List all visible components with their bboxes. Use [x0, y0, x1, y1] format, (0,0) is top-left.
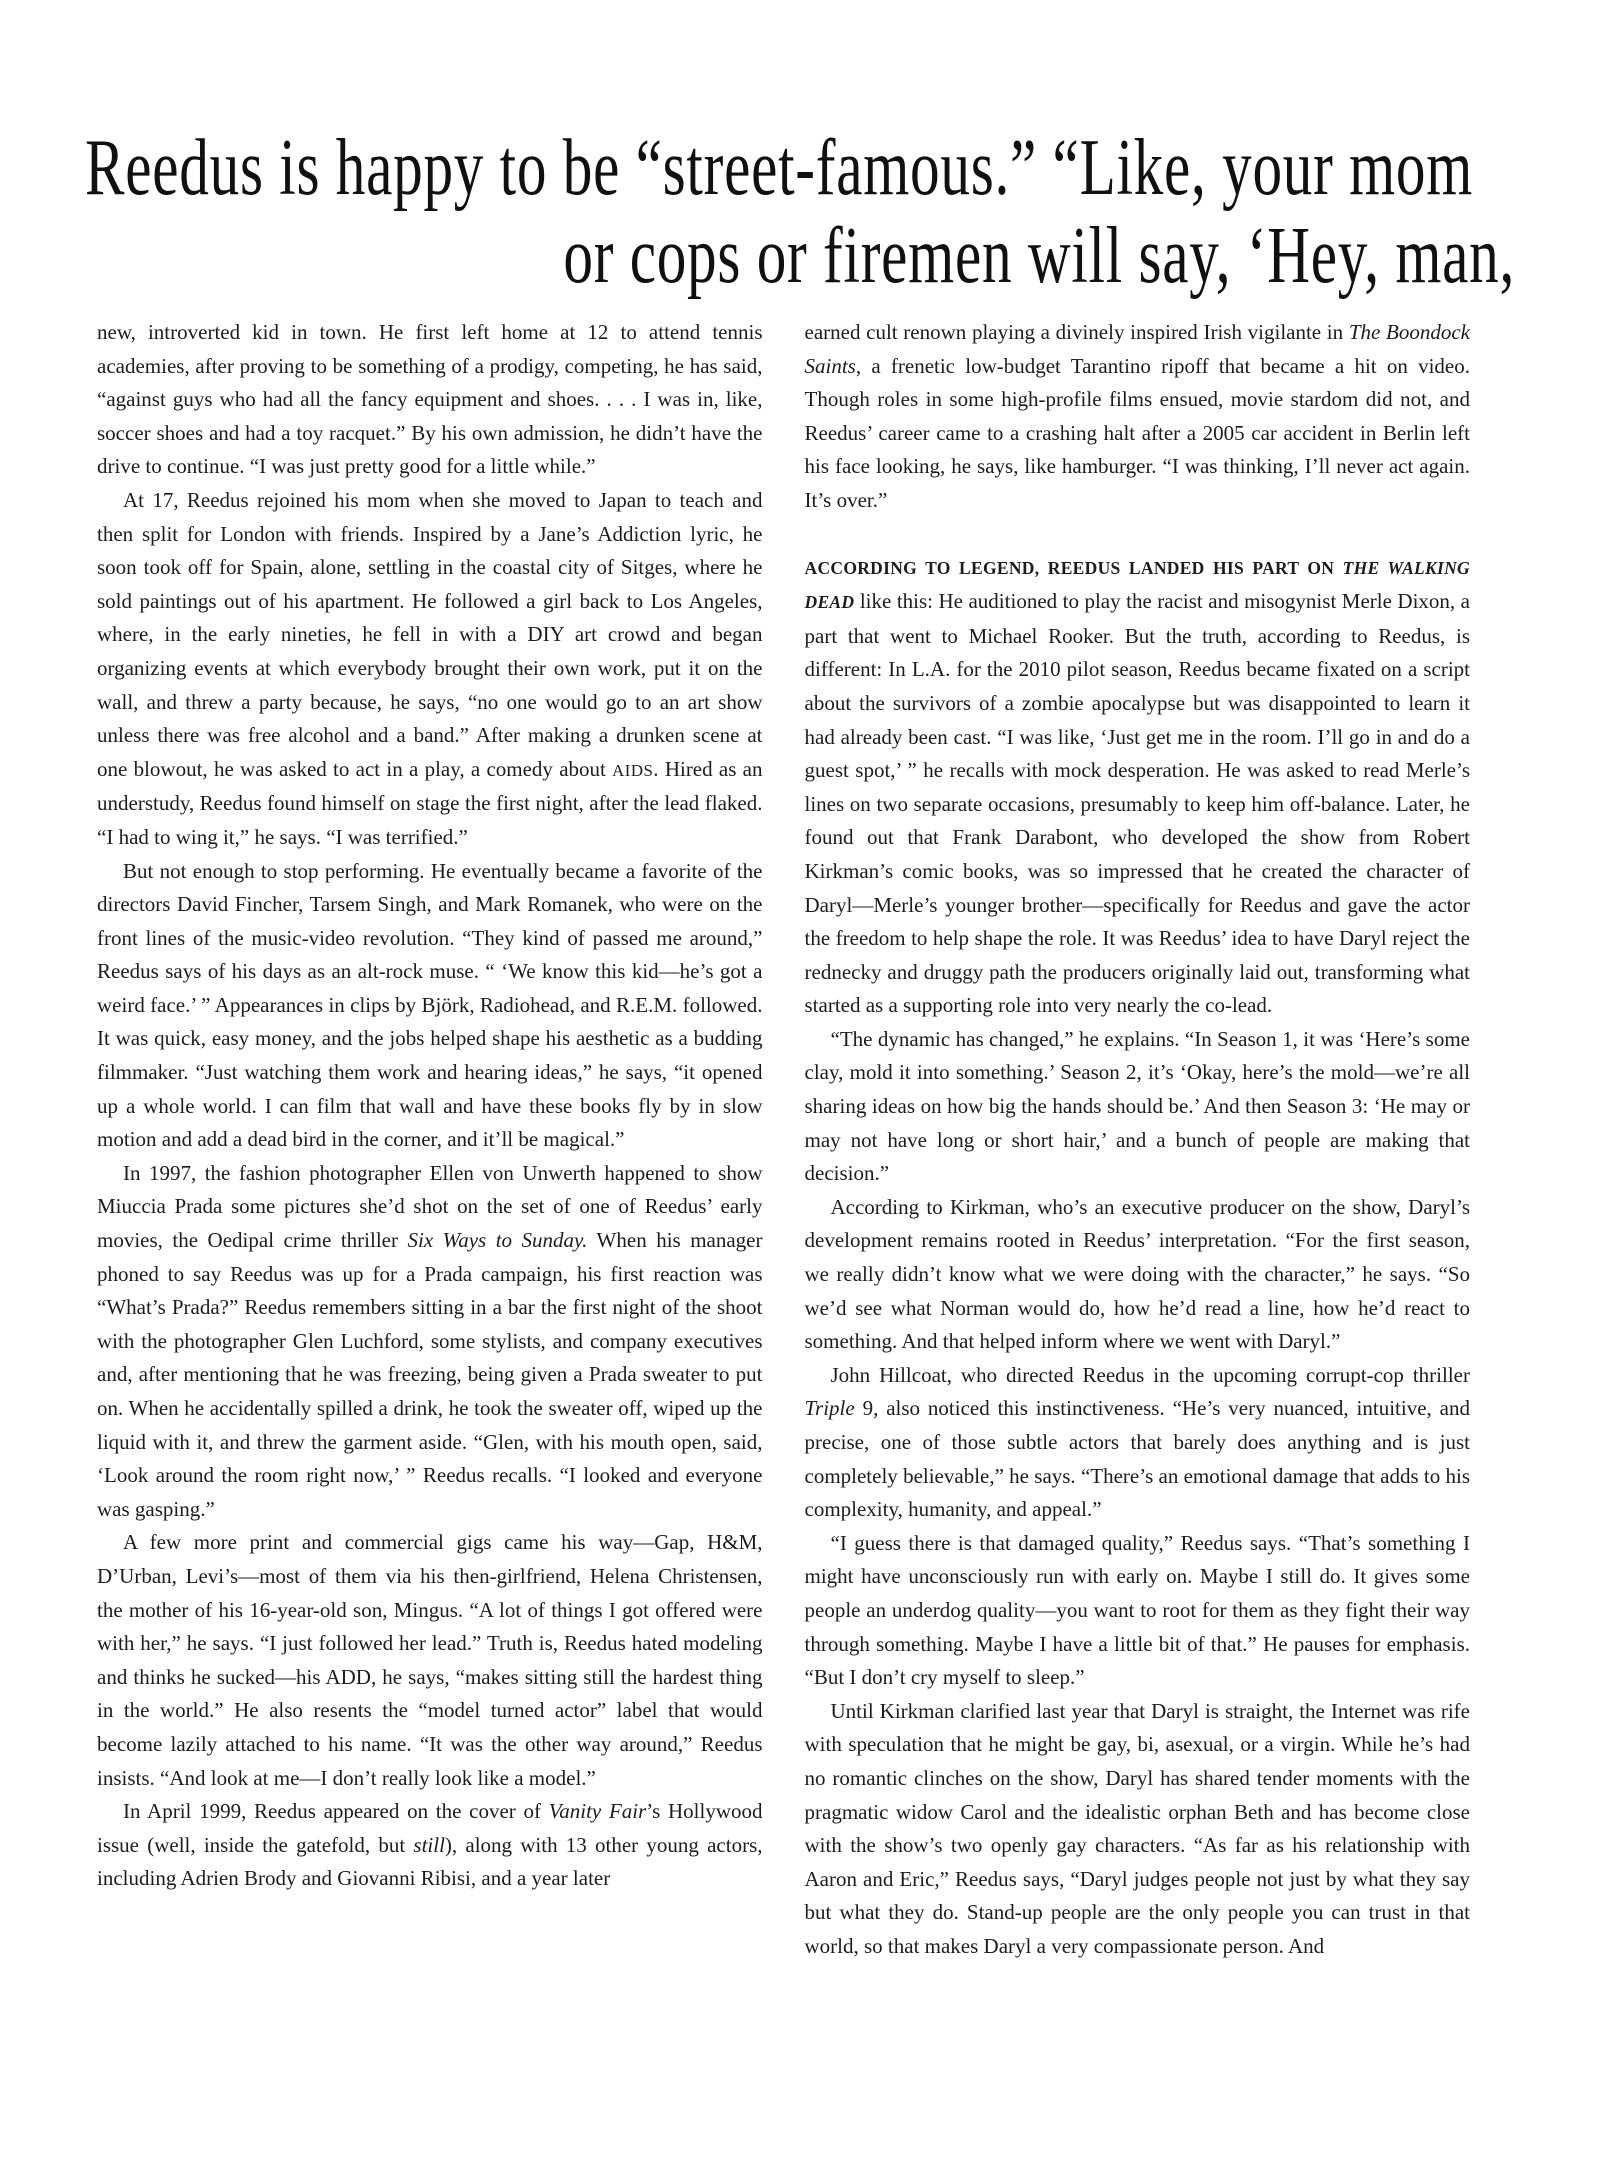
section-lead-in: ACCORDING TO LEGEND, REEDUS LANDED HIS PART ON THE WALKING DEAD: [804, 557, 1470, 613]
article-paragraph: “I guess there is that damaged quality,” Reedus says. “That’s something I might have unconsciously run with early on. Maybe I still do. It gives some people an underdog quality—you want to root for them as they fight their way through something. Maybe I have a little bit of that.” He pauses for emphasis. “But I don’t cry myself to sleep.”: [804, 1530, 1470, 1690]
article-paragraph: “The dynamic has changed,” he explains. “In Season 1, it was ‘Here’s some clay, mold it into something.’ Season 2, it’s ‘Okay, here’s the mold—we’re all sharing ideas on how big the hands should be.’ And then Season 3: ‘He may or may not have long or short hair,’ and a bunch of people are making that decision.”: [804, 1026, 1470, 1186]
article-paragraph: In April 1999, Reedus appeared on the cover of Vanity Fair’s Hollywood issue (well, inside the gatefold, but still), along with 13 other young actors, including Adrien Brody and Giovanni Ribisi, and a year later: [97, 1799, 763, 1891]
article-paragraph: In 1997, the fashion photographer Ellen von Unwerth happened to show Miuccia Prada some pictures she’d shot on the set of one of Reedus’ early movies, the Oedipal crime thriller Six Ways to Sunday. When his manager phoned to say Reedus was up for a Prada campaign, his first reaction was “What’s Prada?” Reedus remembers sitting in a bar the first night of the shoot with the photographer Glen Luchford, some stylists, and company executives and, after mentioning that he was freezing, being given a Prada sweater to put on. When he accidentally spilled a drink, he took the sweater off, wiped up the liquid with it, and threw the garment aside. “Glen, with his mouth open, said, ‘Look around the room right now,’ ” Reedus recalls. “I looked and everyone was gasping.”: [97, 1160, 763, 1521]
article-paragraph: Until Kirkman clarified last year that Daryl is straight, the Internet was rife with speculation that he might be gay, bi, asexual, or a virgin. While he’s had no romantic clinches on the show, Daryl has shared tender moments with the pragmatic widow Carol and the idealistic orphan Beth and has become close with the show’s two openly gay characters. “As far as his relationship with Aaron and Eric,” Reedus says, “Daryl judges people not just by what they say but what they do. Stand-up people are the only people you can trust in that world, so that makes Daryl a very compassionate person. And: [804, 1698, 1470, 1958]
article-paragraph: At 17, Reedus rejoined his mom when she moved to Japan to teach and then split for London with friends. Inspired by a Jane’s Addiction lyric, he soon took off for Spain, alone, settling in the coastal city of Sitges, where he sold paintings out of his apartment. He followed a girl back to Los Angeles, where, in the early nineties, he fell in with a DIY art crowd and began organizing events at which everybody brought their own work, put it on the wall, and threw a party because, he says, “no one would go to an art show unless there was free alcohol and a band.” After making a drunken scene at one blowout, he was asked to act in a play, a comedy about AIDS. Hired as an understudy, Reedus found himself on stage the first night, after the lead flaked. “I had to wing it,” he says. “I was terrified.”: [97, 487, 763, 849]
headline-line-2: or cops or firemen will say, ‘Hey, man,: [563, 211, 1515, 300]
article-paragraph: A few more print and commercial gigs came his way—Gap, H&M, D’Urban, Levi’s—most of them via his then-girlfriend, Helena Christensen, the mother of his 16-year-old son, Mingus. “A lot of things I got offered were with her,” he says. “I just followed her lead.” Truth is, Reedus hated modeling and thinks he sucked—his ADD, he says, “makes sitting still the hardest thing in the world.” He also resents the “model turned actor” label that would become lazily attached to his name. “It was the other way around,” Reedus insists. “And look at me—I don’t really look like a model.”: [97, 1530, 763, 1790]
article-paragraph: ACCORDING TO LEGEND, REEDUS LANDED HIS PART ON THE WALKING DEAD like this: He auditioned to play the racist and misogynist Merle Dixon, a part that went to Michael Rooker. But the truth, according to Reedus, is different: In L.A. for the 2010 pilot season, Reedus became fixated on a script about the survivors of a zombie apocalypse but was disappointed to learn it had already been cast. “I was like, ‘Just get me in the room. I’ll go in and do a guest spot,’ ” he recalls with mock desperation. He was asked to read Merle’s lines on two separate occasions, presumably to keep him off-balance. Later, he found out that Frank Darabont, who developed the show from Robert Kirkman’s comic books, was so impressed that he created the character of Daryl—Merle’s younger brother—specifically for Reedus and gave the actor the freedom to help shape the role. It was Reedus’ idea to have Daryl reject the rednecky and druggy path the producers originally laid out, transforming what started as a supporting role into very nearly the co-lead.: [804, 557, 1470, 1018]
article-paragraph: John Hillcoat, who directed Reedus in the upcoming corrupt-cop thriller Triple 9, also noticed this instinctiveness. “He’s very nuanced, intuitive, and precise, one of those subtle actors that barely does anything and is just completely believable,” he says. “There’s an emotional damage that adds to his complexity, humanity, and appeal.”: [804, 1362, 1470, 1522]
left-column: [97, 316, 763, 1964]
small-caps-aids: AIDS: [612, 760, 654, 780]
article-paragraph: According to Kirkman, who’s an executive producer on the show, Daryl’s development remains rooted in Reedus’ interpretation. “For the first season, we really didn’t know what we were doing with the character,” he says. “So we’d see what Norman would do, how he’d read a line, how he’d react to something. And that helped inform where we went with Daryl.”: [804, 1194, 1470, 1354]
article-paragraph: earned cult renown playing a divinely inspired Irish vigilante in The Boondock Saints, a frenetic low-budget Tarantino ripoff that became a hit on video. Though roles in some high-profile films ensued, movie stardom did not, and Reedus’ career came to a crashing halt after a 2005 car accident in Berlin left his face looking, he says, like hamburger. “I was thinking, I’ll never act again. It’s over.”: [804, 320, 1470, 512]
right-column: [805, 316, 1471, 1964]
article-paragraph: But not enough to stop performing. He eventually became a favorite of the directors David Fincher, Tarsem Singh, and Mark Romanek, who were on the front lines of the music-video revolution. “They kind of passed me around,” Reedus says of his days as an alt-rock muse. “ ‘We know this kid—he’s got a weird face.’ ” Appearances in clips by Björk, Radiohead, and R.E.M. followed. It was quick, easy money, and the jobs helped shape his aesthetic as a budding filmmaker. “Just watching them work and hearing ideas,” he says, “it opened up a whole world. I can film that wall and have these books fly by in slow motion and add a dead bird in the corner, and it’ll be magical.”: [97, 858, 763, 1152]
headline: [85, 124, 1515, 300]
headline-line-1: Reedus is happy to be “street-famous.” “Like, your mom: [85, 123, 1474, 212]
article-body: [97, 316, 1470, 1964]
article-paragraph: new, introverted kid in town. He first left home at 12 to attend tennis academies, after proving to be something of a prodigy, competing, he has said, “against guys who had all the fancy equipment and shoes. . . . I was in, like, soccer shoes and had a toy racquet.” By his own admission, he didn’t have the drive to continue. “I was just pretty good for a little while.”: [97, 320, 763, 479]
